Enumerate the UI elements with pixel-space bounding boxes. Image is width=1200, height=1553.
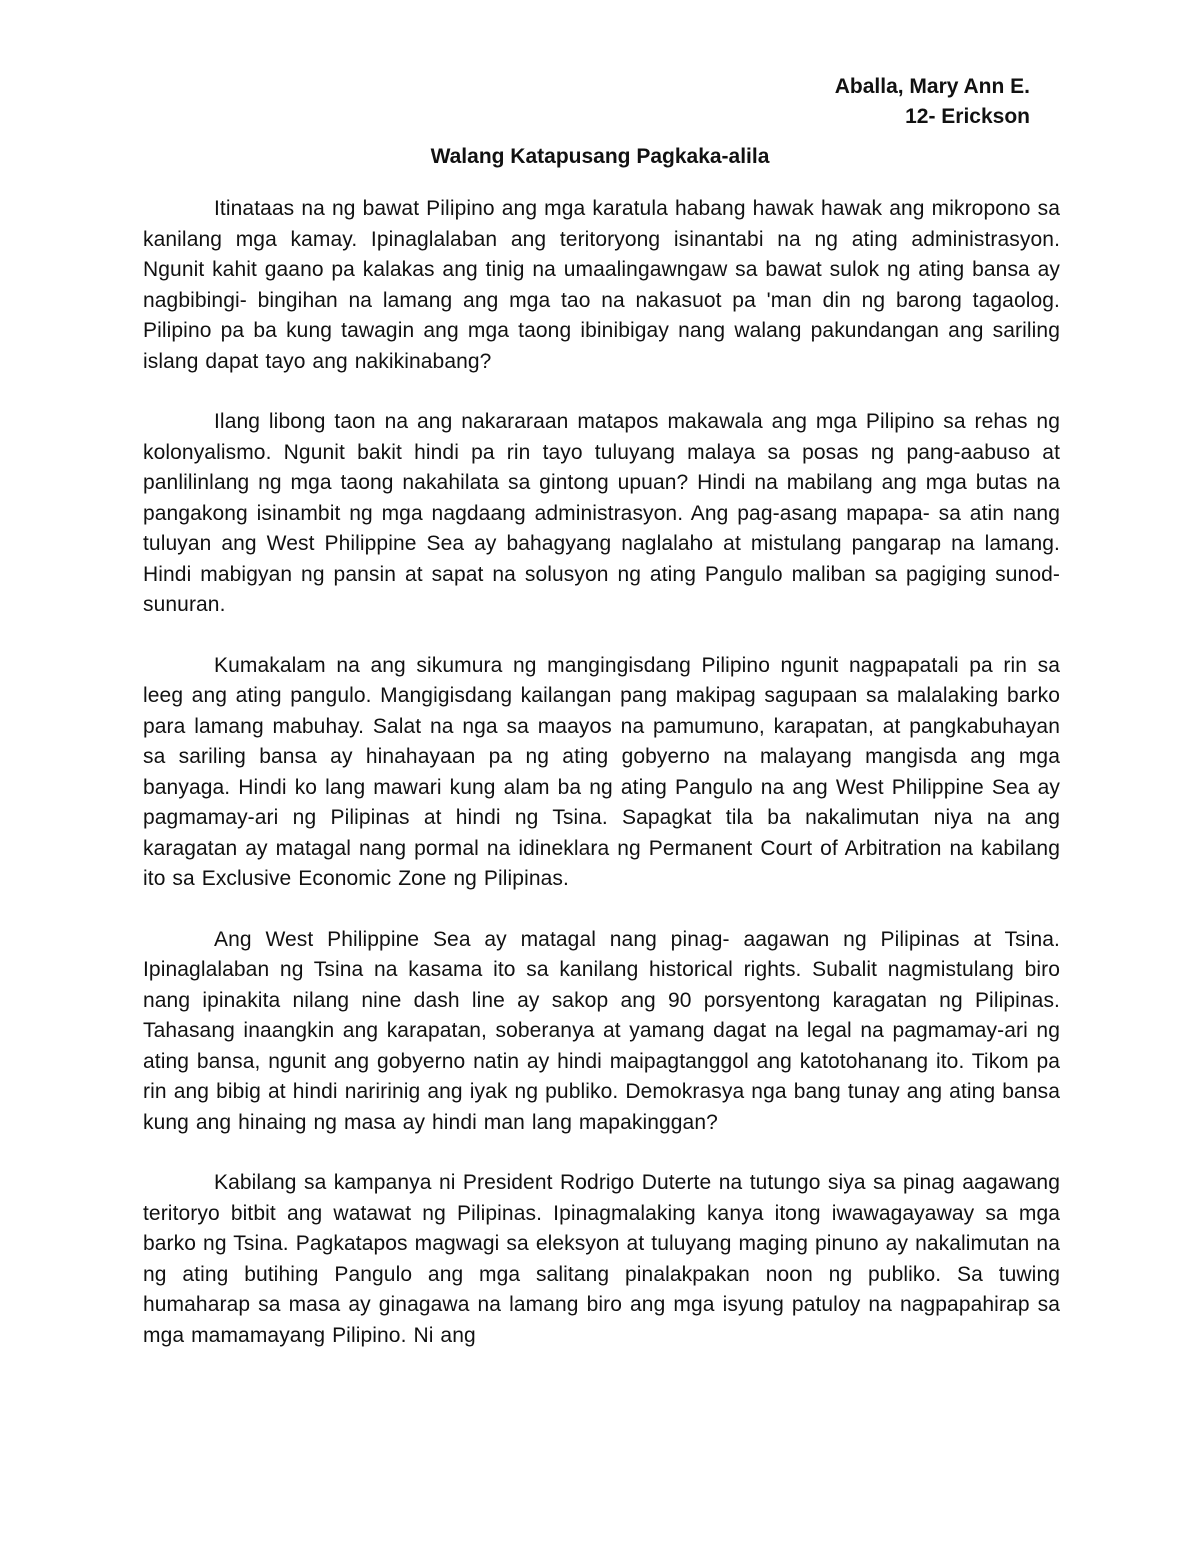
paragraph: Kabilang sa kampanya ni President Rodrigo Duterte na tutungo siya sa pinag aagawang teritoryo bitbit ang watawat ng Pilipinas. Ipinagmalaking kanya itong iwawagayaway sa mga barko ng Tsina. Pagkatapos magwagi sa eleksyon at tuluyang maging pinuno ay nakalimutan na ng ating butihing Pangulo ang mga salitang pinalakpakan noon ng publiko. Sa tuwing humaharap sa masa ay ginagawa na lamang biro ang mga isyung patuloy na nagpapahirap sa mga mamamayang Pilipino. Ni ang <box>143 1171 1060 1347</box>
paragraph: Ilang libong taon na ang nakararaan matapos makawala ang mga Pilipino sa rehas ng kolonyalismo. Ngunit bakit hindi pa rin tayo tuluyang malaya sa posas ng pang-aabuso at panlilinlang ng mga taong nakahilata sa gintong upuan? Hindi na mabilang ang mga butas na pangakong isinambit ng mga nagdaang administrasyon. Ang pag-asang mapapa- sa atin nang tuluyan ang West Philippine Sea ay bahagyang naglalaho at mistulang pangarap na lamang. Hindi mabigyan ng pansin at sapat na solusyon ng ating Pangulo maliban sa pagiging sunod- sunuran. <box>143 410 1060 616</box>
author-section: 12- Erickson <box>905 105 1030 128</box>
paragraph: Itinataas na ng bawat Pilipino ang mga karatula habang hawak hawak ang mikropono sa kanilang mga kamay. Ipinaglalaban ang teritoryong isinantabi na ng ating administrasyon. Ngunit kahit gaano pa kalakas ang tinig na umaalingawngaw sa bawat sulok ng ating bansa ay nagbibingi- bingihan na lamang ang mga tao na nakasuot pa 'man din ng barong tagaolog. Pilipino pa ba kung tawagin ang mga taong ibinibigay nang walang pakundangan ang sariling islang dapat tayo ang nakikinabang? <box>143 197 1060 373</box>
essay-body <box>143 194 1060 1381</box>
author-name: Aballa, Mary Ann E. <box>834 75 1030 98</box>
essay-title: Walang Katapusang Pagkaka-alila <box>430 145 770 168</box>
paragraph: Kumakalam na ang sikumura ng mangingisdang Pilipino ngunit nagpapatali pa rin sa leeg ang ating pangulo. Mangigisdang kailangan pang makipag sagupaan sa malalaking barko para lamang mabuhay. Salat na nga sa maayos na pamumuno, karapatan, at pangkabuhayan sa sariling bansa ay hinahayaan pa ng ating gobyerno na malayang mangisda ang mga banyaga. Hindi ko lang mawari kung alam ba ng ating Pangulo na ang West Philippine Sea ay pagmamay-ari ng Pilipinas at hindi ng Tsina. Sapagkat tila ba nakalimutan niya na ang karagatan ay matagal nang pormal na idineklara ng Permanent Court of Arbitration na kabilang ito sa Exclusive Economic Zone ng Pilipinas. <box>143 653 1060 890</box>
paragraph: Ang West Philippine Sea ay matagal nang pinag- aagawan ng Pilipinas at Tsina. Ipinaglalaban ng Tsina na kasama ito sa kanilang historical rights. Subalit nagmistulang biro nang ipinakita nilang nine dash line ay sakop ang 90 porsyentong karagatan ng Pilipinas. Tahasang inaangkin ang karapatan, soberanya at yamang dagat na legal na pagmamay-ari ng ating bansa, ngunit ang gobyerno natin ay hindi maipagtanggol ang katotohanang ito. Tikom pa rin ang bibig at hindi naririnig ang iyak ng publiko. Demokrasya nga bang tunay ang ating bansa kung ang hinaing ng masa ay hindi man lang mapakinggan? <box>143 927 1060 1134</box>
author-block <box>835 72 1030 132</box>
